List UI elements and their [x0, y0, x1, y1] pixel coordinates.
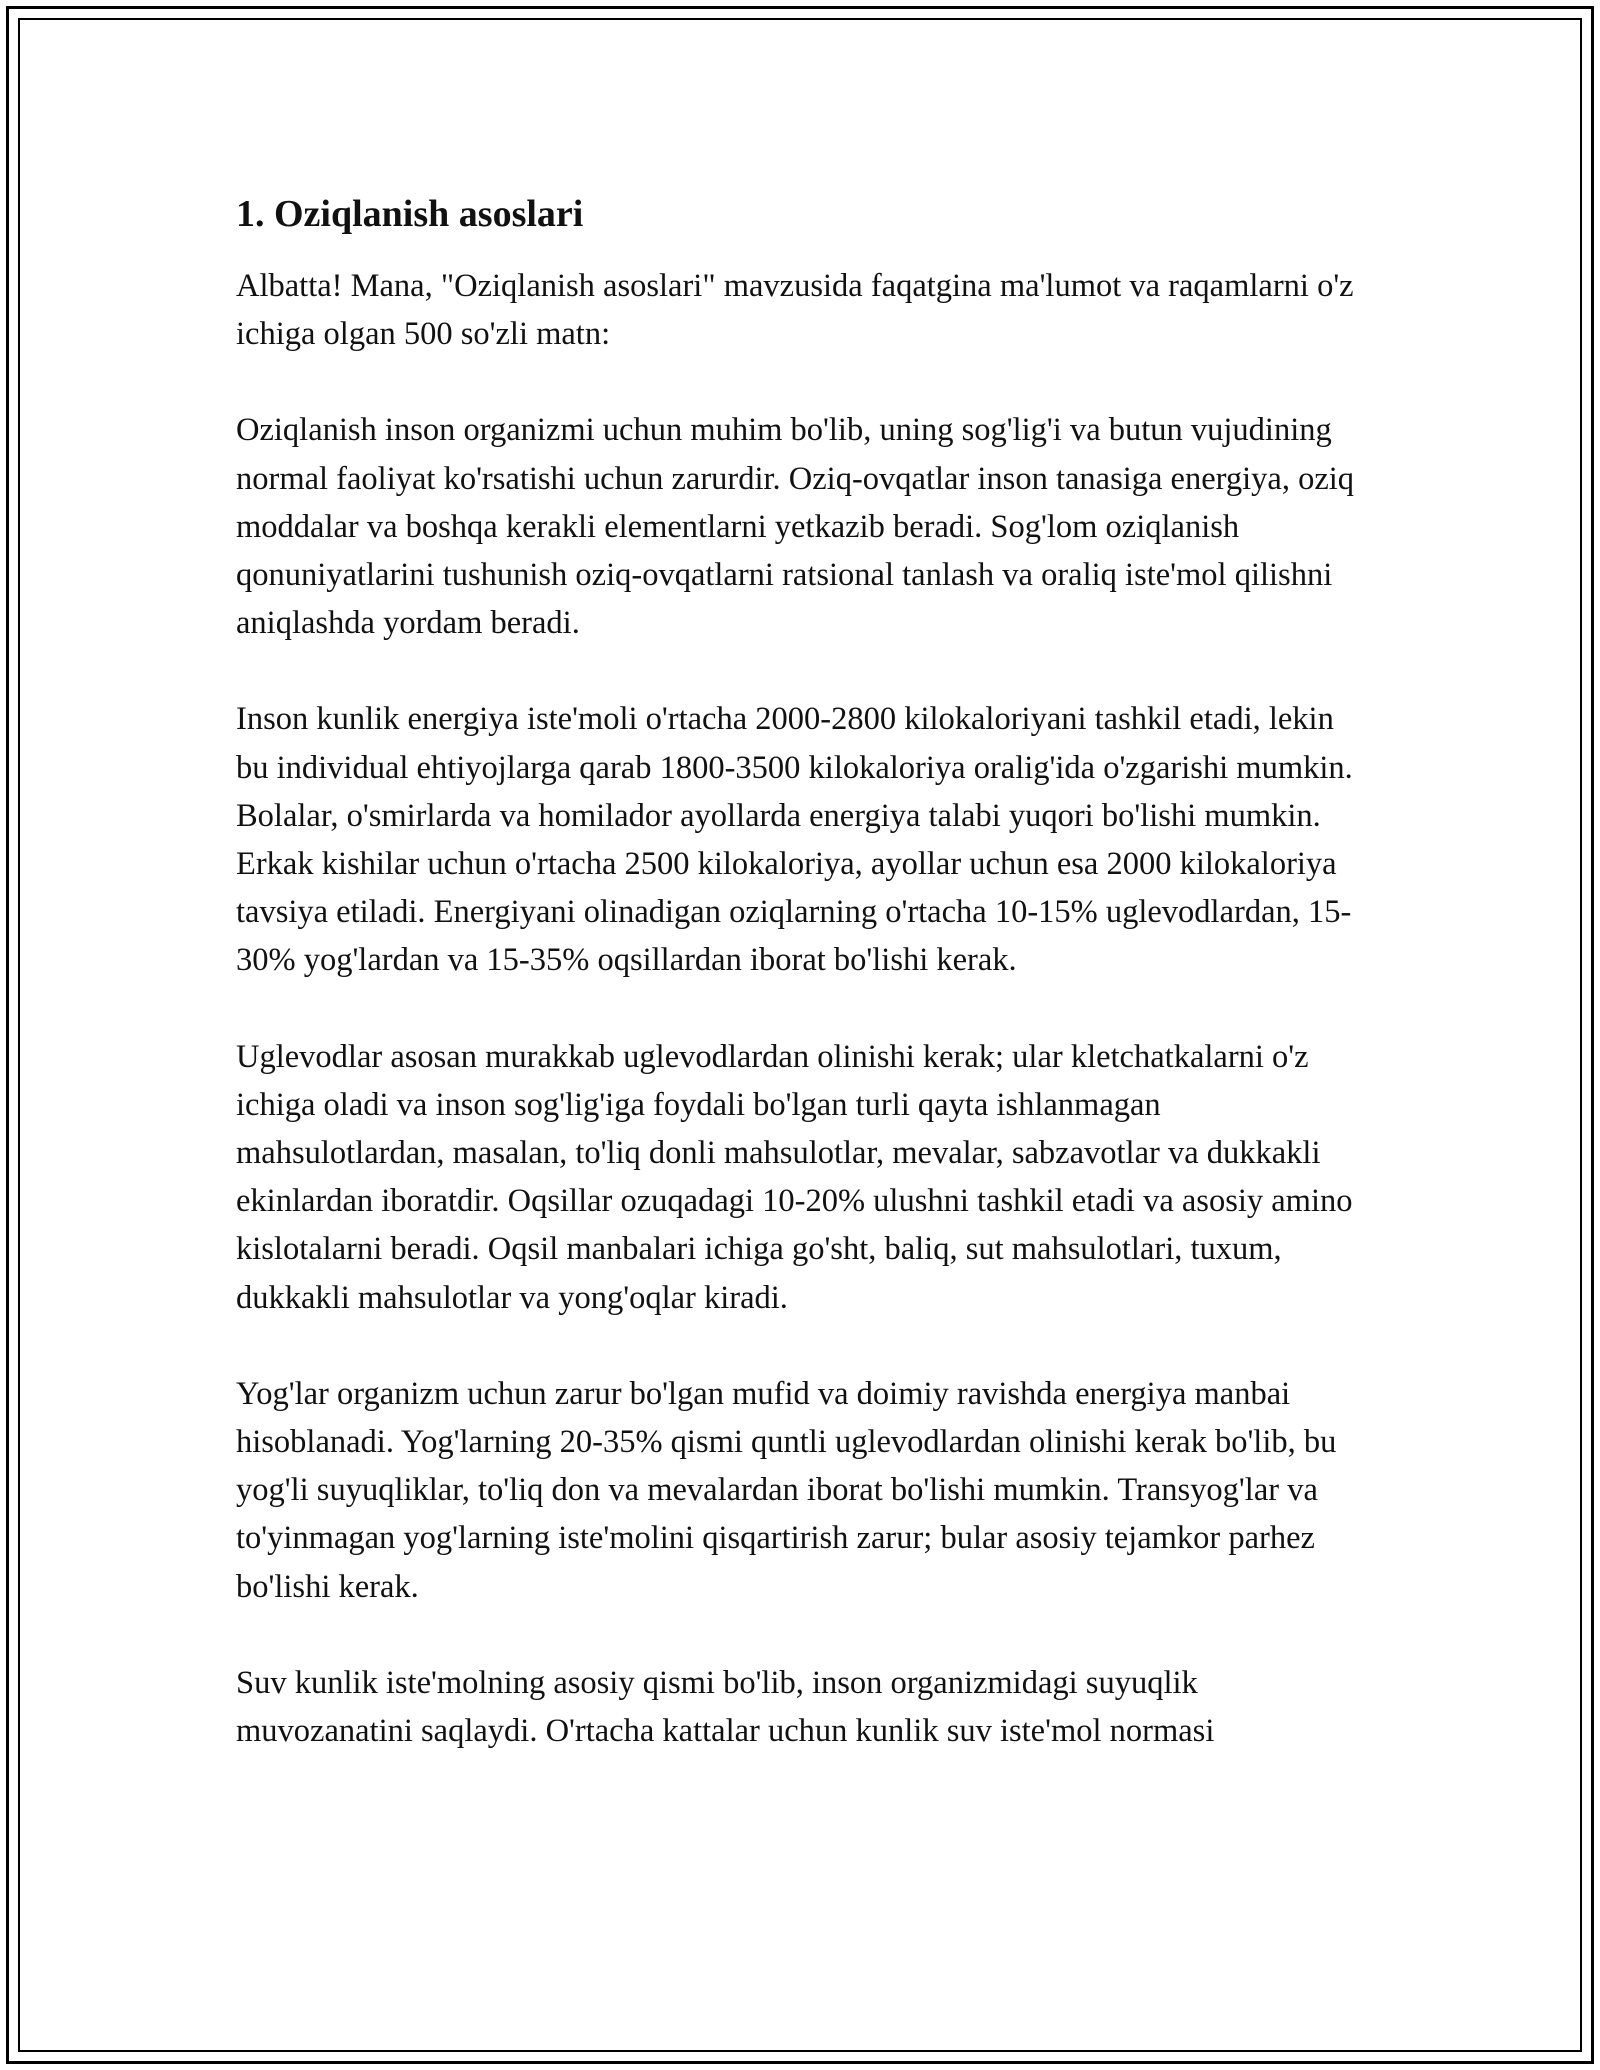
paragraph-energy-intake: Inson kunlik energiya iste'moli o'rtacha 2000-2800 kilokaloriyani tashkil etadi, lekin bu individual ehtiyojlarga qarab 1800-3500 kilokaloriya oralig'ida o'zgarishi mumkin. Bolalar, o'smirlarda va homilador ayollarda energiya talabi yuqori bo'lishi mumkin. Erkak kishilar uchun o'rtacha 2500 kilokaloriya, ayollar uchun esa 2000 kilokaloriya tavsiya etiladi. Energiyani olinadigan oziqlarning o'rtacha 10-15% uglevodlardan, 15-30% yog'lardan va 15-35% oqsillardan iborat bo'lishi kerak. — [236, 701, 1353, 979]
paragraph-water: Suv kunlik iste'molning asosiy qismi bo'lib, inson organizmidagi suyuqlik muvozanatini saqlaydi. O'rtacha kattalar uchun kunlik suv iste'mol normasi — [236, 1664, 1215, 1750]
intro-paragraph: Albatta! Mana, "Oziqlanish asoslari" mavzusida faqatgina ma'lumot va raqamlarni o'z ichiga olgan 500 so'zli matn: — [236, 268, 1354, 353]
paragraph-nutrition-importance: Oziqlanish inson organizmi uchun muhim bo'lib, uning sog'lig'i va butun vujudining normal faoliyat ko'rsatishi uchun zarurdir. Oziq-ovqatlar inson tanasiga energiya, oziq moddalar va boshqa kerakli elementlarni yetkazib beradi. Sog'lom oziqlanish qonuniyatlarini tushunish oziq-ovqatlarni ratsional tanlash va oraliq iste'mol qilishni aniqlashda yordam beradi. — [236, 412, 1355, 642]
paragraph-fats: Yog'lar organizm uchun zarur bo'lgan mufid va doimiy ravishda energiya manbai hisoblanadi. Yog'larning 20-35% qismi quntli uglevodlardan olinishi kerak bo'lib, bu yog'li suyuqliklar, to'liq don va mevalardan iborat bo'lishi mumkin. Transyog'lar va to'yinmagan yog'larning iste'molini qisqartirish zarur; bular asosiy tejamkor parhez bo'lishi kerak. — [236, 1375, 1337, 1605]
section-heading: 1. Oziqlanish asoslari — [236, 193, 584, 235]
document-body — [236, 182, 1366, 1755]
paragraph-carbohydrates-proteins: Uglevodlar asosan murakkab uglevodlardan olinishi kerak; ular kletchatkalarni o'z ichiga oladi va inson sog'lig'iga foydali bo'lgan turli qayta ishlanmagan mahsulotlardan, masalan, to'liq donli mahsulotlar, mevalar, sabzavotlar va dukkakli ekinlardan iboratdir. Oqsillar ozuqadagi 10-20% ulushni tashkil etadi va asosiy amino kislotalarni beradi. Oqsil manbalari ichiga go'sht, baliq, sut mahsulotlari, tuxum, dukkakli mahsulotlar va yong'oqlar kiradi. — [236, 1038, 1353, 1316]
